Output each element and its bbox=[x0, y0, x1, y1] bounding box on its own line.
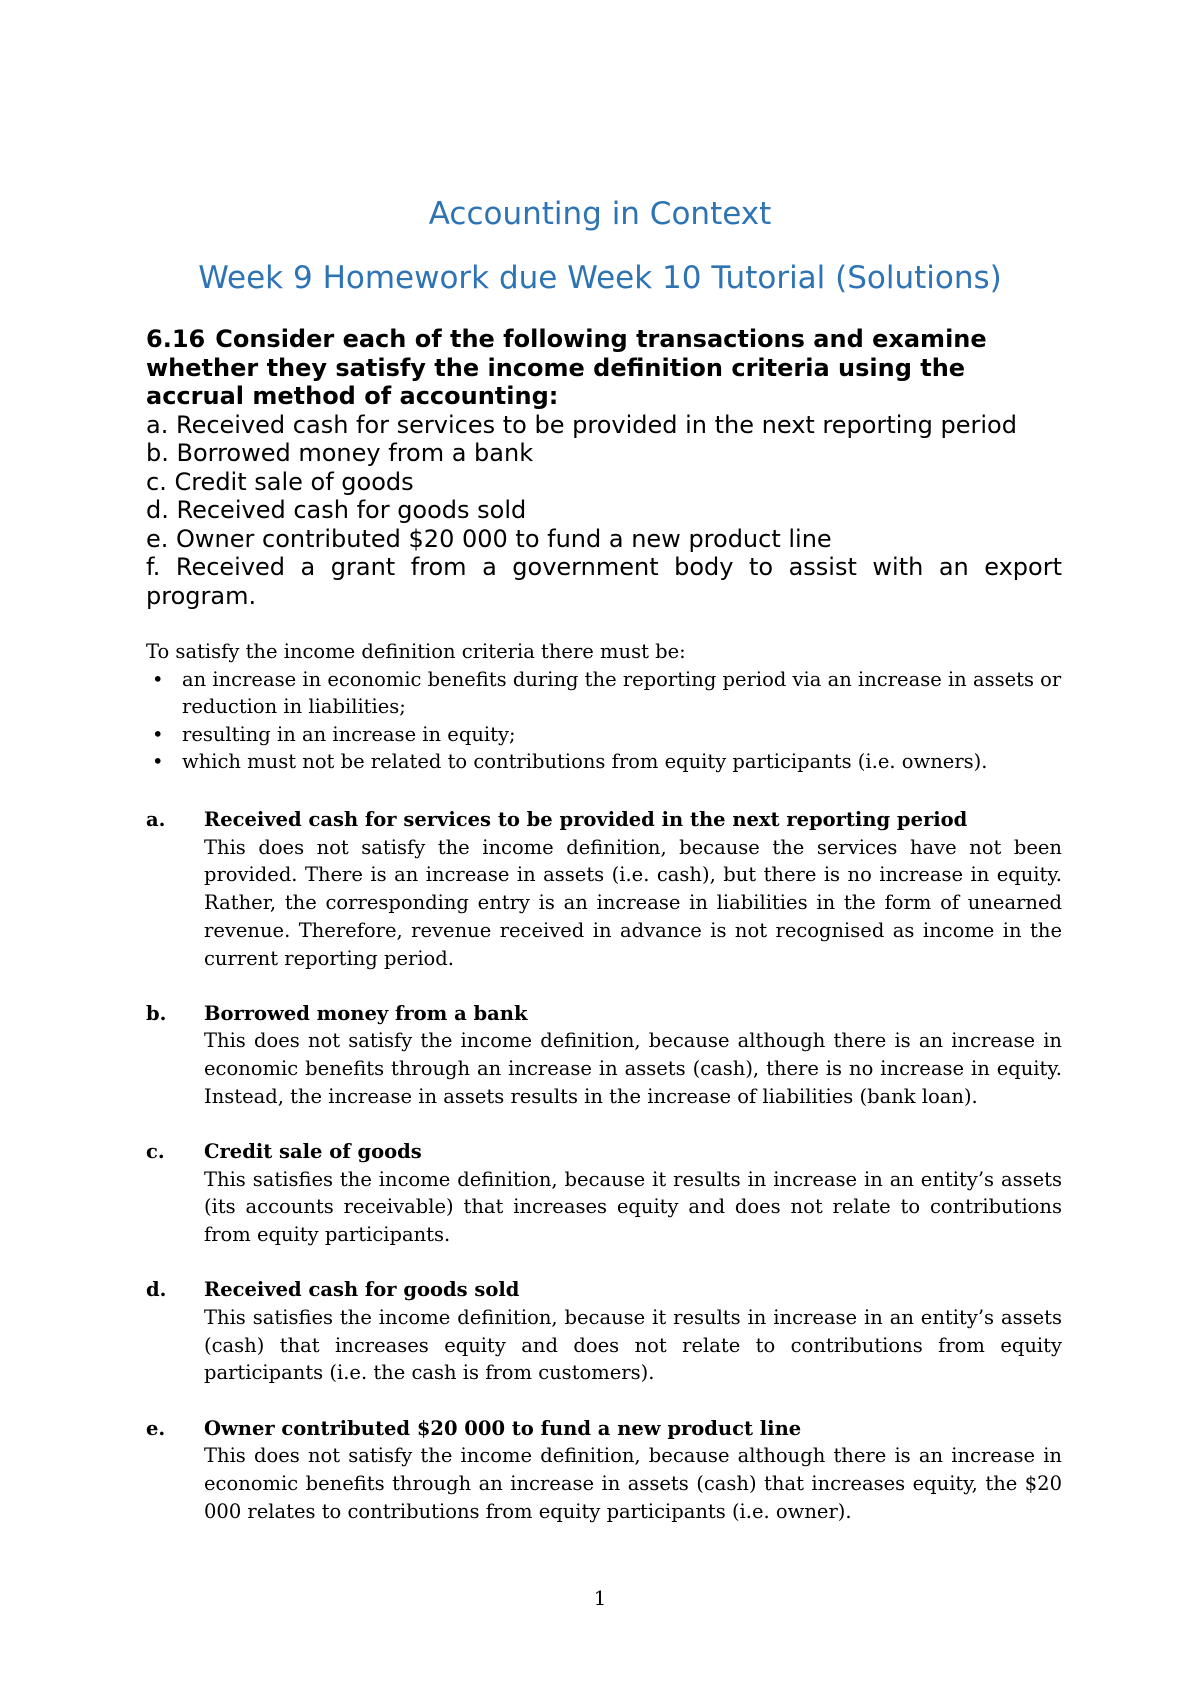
page-number: 1 bbox=[593, 1586, 607, 1610]
question-block bbox=[146, 325, 1062, 610]
criteria-lead: To satisfy the income definition criteria there must be: bbox=[146, 640, 686, 663]
answer-heading: Received cash for goods sold bbox=[204, 1278, 520, 1302]
answer-c bbox=[146, 1138, 1062, 1249]
document-title: Accounting in Context bbox=[428, 196, 772, 232]
answer-body: This satisfies the income definition, because it results in increase in an entity’s assets (its accounts receivable) that increases equity and does not relate to contributions from equity participants. bbox=[204, 1167, 1062, 1247]
criteria-item bbox=[146, 721, 1062, 749]
document-subtitle: Week 9 Homework due Week 10 Tutorial (Solutions) bbox=[198, 260, 1002, 296]
question-number: 6.16 bbox=[146, 325, 206, 353]
answer-b bbox=[146, 1000, 1062, 1111]
answer-letter: e. bbox=[146, 1416, 166, 1440]
answer-body: This does not satisfy the income definition, because the services have not been provided. There is an increase in assets (i.e. cash), but there is no increase in equity. Rather, the corresponding entry is an increase in liabilities in the form of unearned revenue. Therefore, revenue received in advance is not recognised as income in the current reporting period. bbox=[204, 835, 1062, 970]
question-item-b: b. Borrowed money from a bank bbox=[146, 439, 534, 467]
question-item-e: e. Owner contributed $20 000 to fund a new product line bbox=[146, 524, 832, 553]
answer-d bbox=[146, 1276, 1062, 1387]
question-heading-text: Consider each of the following transactions and examine whether they satisfy the income definition criteria using the accrual method of accounting: bbox=[146, 325, 987, 410]
answer-body: This does not satisfy the income definition, because although there is an increase in economic benefits through an increase in assets (cash), there is no increase in equity. Instead, the increase in assets results in the increase of liabilities (bank loan). bbox=[204, 1029, 1062, 1108]
question-item-c: c. Credit sale of goods bbox=[146, 467, 414, 496]
bullet-icon: • bbox=[152, 750, 164, 773]
criteria-text: resulting in an increase in equity; bbox=[182, 722, 516, 746]
question-item-d: d. Received cash for goods sold bbox=[146, 496, 527, 524]
answer-letter: d. bbox=[146, 1278, 167, 1302]
question-item-f-line1: f. Received a grant from a government body to assist with an export bbox=[146, 553, 1062, 581]
bullet-icon: • bbox=[152, 667, 164, 691]
answer-heading: Received cash for services to be provided in the next reporting period bbox=[204, 808, 968, 831]
answers-section bbox=[146, 806, 1062, 1553]
answer-e bbox=[146, 1415, 1062, 1526]
question-heading bbox=[146, 325, 1062, 411]
criteria-item bbox=[146, 666, 1062, 721]
answer-body: This does not satisfy the income definition, because although there is an increase in economic benefits through an increase in assets (cash) that increases equity, the $20 000 relates to contributions from equity participants (i.e. owner). bbox=[204, 1444, 1062, 1523]
criteria-list bbox=[146, 666, 1062, 776]
criteria-intro bbox=[146, 638, 1062, 776]
answer-heading: Credit sale of goods bbox=[204, 1140, 422, 1164]
question-item-f-line2: program. bbox=[146, 581, 257, 610]
answer-letter: b. bbox=[146, 1001, 167, 1025]
answer-a bbox=[146, 806, 1062, 972]
answer-heading: Borrowed money from a bank bbox=[204, 1001, 528, 1025]
criteria-text: which must not be related to contributions from equity participants (i.e. owners). bbox=[182, 750, 988, 773]
answer-body: This satisfies the income definition, because it results in increase in an entity’s assets (cash) that increases equity and does not relate to contributions from equity participants (i.e. the cash is from customers). bbox=[204, 1306, 1062, 1385]
question-item-a: a. Received cash for services to be provided in the next reporting period bbox=[146, 410, 1017, 439]
answer-letter: a. bbox=[146, 808, 166, 831]
criteria-text: an increase in economic benefits during the reporting period via an increase in assets or reduction in liabilities; bbox=[182, 667, 1062, 718]
question-item-f bbox=[146, 553, 1062, 610]
bullet-icon: • bbox=[152, 722, 164, 746]
criteria-item bbox=[146, 748, 1062, 776]
answer-letter: c. bbox=[146, 1140, 165, 1164]
answer-heading: Owner contributed $20 000 to fund a new product line bbox=[204, 1416, 802, 1440]
